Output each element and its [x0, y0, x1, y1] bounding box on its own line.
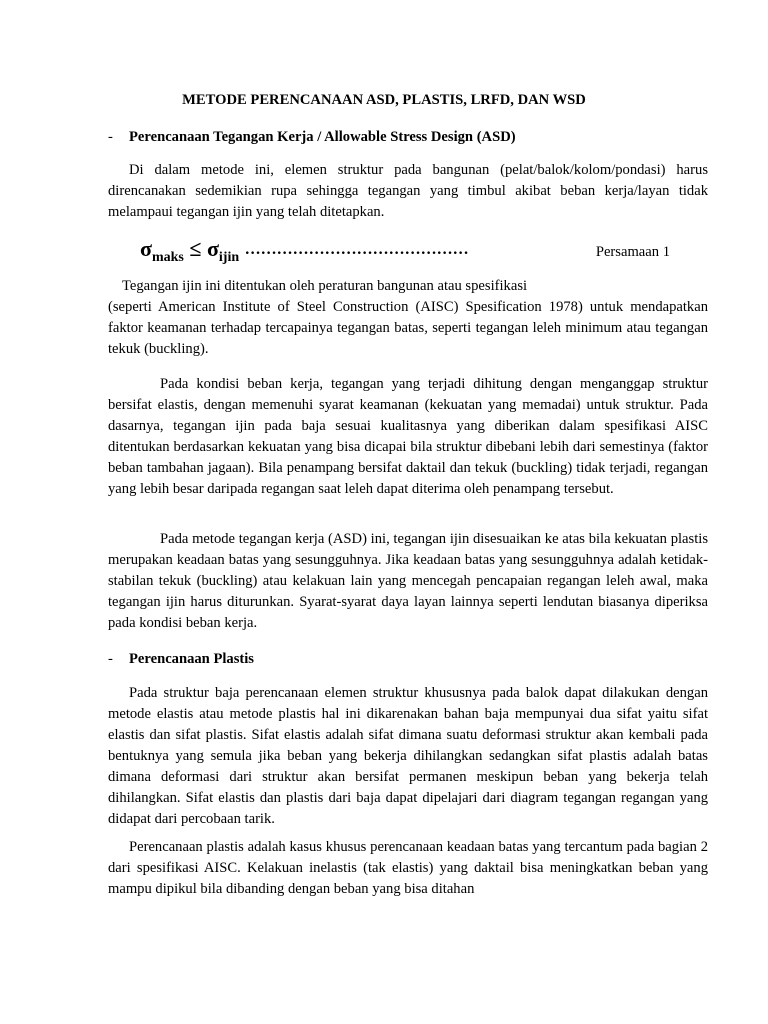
paragraph-kondisi-beban: Pada kondisi beban kerja, tegangan yang terjadi dihitung dengan menganggap struktur bersifat elastis, dengan memenuhi syarat keamanan (kekuatan yang memadai) untuk struktur. Pada dasarnya, tegangan ijin pada baja sesuai kualitasnya yang diberikan dalam spesifikasi AISC ditentukan berdasarkan kekuatan yang bisa dicapai bila struktur dibebani lebih dari semestinya (faktor beban tambahan jagaan). Bila penampang bersifat daktail dan tekuk (buckling) tidak terjadi, regangan yang lebih besar daripada regangan saat leleh dapat diterima oleh penampang tersebut.	[108, 376, 708, 497]
section-heading-text: Perencanaan Plastis	[129, 651, 254, 667]
paragraph-tegangan-ijin-line1: Tegangan ijin ini ditentukan oleh peraturan bangunan atau spesifikasi	[122, 278, 528, 294]
paragraph-tegangan-ijin-rest: (seperti American Institute of Steel Construction (AISC) Spesification 1978) untuk mendapatkan faktor keamanan terhadap tercapainya tegangan batas, seperti tegangan leleh minimum atau tegangan tekuk (buckling).	[108, 299, 708, 357]
bullet-dash: -	[108, 129, 113, 145]
paragraph-asd-intro: Di dalam metode ini, elemen struktur pada bangunan (pelat/balok/kolom/pondasi) harus direncanakan sedemikian rupa sehingga tegangan yang timbul akibat beban kerja/layan tidak melampaui tegangan ijin yang telah ditetapkan.	[108, 162, 708, 220]
bullet-dash: -	[108, 651, 113, 667]
paragraph-metode-asd: Pada metode tegangan kerja (ASD) ini, tegangan ijin disesuaikan ke atas bila kekuatan plastis merupakan keadaan batas yang sesungguhnya. Jika keadaan batas yang sesungguhnya adalah ketidak-stabilan tekuk (buckling) atau kelakuan lain yang mencegah pencapaian regangan leleh awal, maka tegangan ijin harus diturunkan. Syarat-syarat daya layan lainnya seperti lendutan biasanya diperiksa pada kondisi beban kerja.	[108, 531, 708, 631]
section-heading-plastis	[108, 649, 254, 670]
leq-operator: ≤	[189, 236, 202, 261]
subscript-maks: maks	[151, 250, 184, 265]
leader-dots: ……………………………………	[244, 241, 469, 258]
equation-1	[140, 238, 670, 268]
sigma-symbol: σ	[206, 236, 219, 261]
section-heading-asd	[108, 127, 516, 148]
section-heading-text: Perencanaan Tegangan Kerja / Allowable Stress Design (ASD)	[129, 129, 516, 145]
equation-label: Persamaan 1	[595, 244, 670, 260]
equation-expression	[140, 238, 469, 268]
subscript-ijin: ijin	[218, 250, 240, 265]
sigma-symbol: σ	[140, 236, 152, 261]
paragraph-struktur-baja: Pada struktur baja perencanaan elemen struktur khususnya pada balok dapat dilakukan dengan metode elastis atau metode plastis hal ini dikarenakan bahan baja mempunyai dua sifat yaitu sifat elastis dan sifat plastis. Sifat elastis adalah sifat dimana suatu deformasi struktur akan kembali pada bentuknya yang semula jika beban yang bekerja dihilangkan sedangkan sifat plastis adalah batas dimana deformasi dari struktur akan bersifat permanen meskipun beban yang bekerja telah dihilangkan. Sifat elastis dan plastis dari baja dapat dipelajari dari diagram tegangan regangan yang didapat dari percobaan tarik.	[108, 685, 708, 827]
document-title: METODE PERENCANAAN ASD, PLASTIS, LRFD, DAN WSD	[182, 92, 586, 108]
paragraph-perencanaan-plastis: Perencanaan plastis adalah kasus khusus perencanaan keadaan batas yang tercantum pada bagian 2 dari spesifikasi AISC. Kelakuan inelastis (tak elastis) yang daktail bisa meningkatkan beban yang mampu dipikul bila dibanding dengan beban yang bisa ditahan	[108, 839, 708, 897]
